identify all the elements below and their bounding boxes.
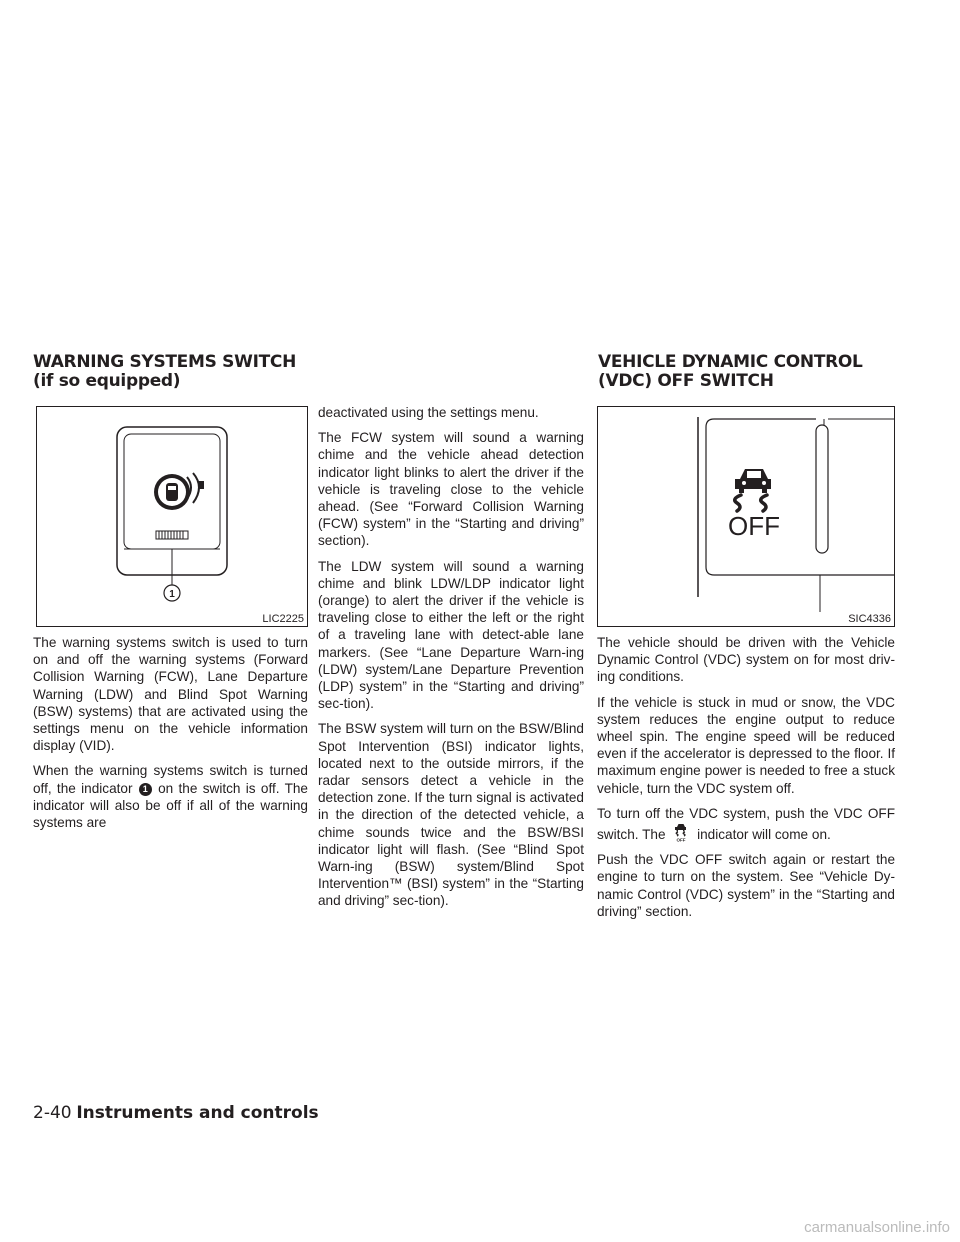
mid-paragraph-4: The BSW system will turn on the BSW/Blind Spot Intervention (BSI) indicator lights, located next to the outside mirrors, if the radar sensors detect a vehicle in the detection zone. If the turn signal is activated in the direction of the detected vehicle, a chime sounds twice and the BSW/BSI indicator light will flash. (See “Blind Spot Warn-ing (BSW) system/Blind Spot Intervention™ (BSI) system” in the “Starting and driving” sec-tion).	[318, 721, 584, 909]
left-paragraph-1: The warning systems switch is used to turn on and off the warning systems (Forward Collision Warning (FCW), Lane Departure Warning (LDW) and Blind Spot Warning (BSW) systems) that are activated using the settings menu on the vehicle information display (VID).	[33, 635, 308, 754]
vdc-switch-illustration	[598, 407, 894, 612]
figure-callout-1: 1	[169, 589, 175, 600]
warning-switch-figure	[36, 406, 308, 627]
vdc-off-indicator-icon	[671, 822, 691, 842]
figure-code-left: LIC2225	[262, 613, 304, 625]
mid-paragraph-2: The FCW system will sound a warning chime and the vehicle ahead detection indicator light blinks to alert the driver if the vehicle is traveling close to the vehicle ahead. (See “Forward Collision Warning (FCW) system” in the “Starting and driving” section).	[318, 430, 584, 549]
footer-section-title: Instruments and controls	[76, 1103, 319, 1123]
watermark: carmanualsonline.info	[804, 1219, 950, 1236]
right-paragraph-2: If the vehicle is stuck in mud or snow, the VDC system reduces the engine output to reduce wheel spin. The engine speed will be reduced even if the accelerator is depressed to the floor. If maximum engine power is needed to free a stuck vehicle, turn the VDC system off.	[597, 694, 895, 796]
right-paragraph-3	[597, 805, 895, 843]
page-footer	[33, 1103, 319, 1123]
left-paragraph-2-end: on the switch is off. The indicator will also be off if all of the warning systems are	[33, 780, 308, 831]
left-column	[33, 634, 308, 839]
vdc-off-heading: VEHICLE DYNAMIC CONTROL (VDC) OFF SWITCH	[598, 352, 863, 391]
warning-systems-heading: WARNING SYSTEMS SWITCH (if so equipped)	[33, 352, 296, 391]
mid-paragraph-3: The LDW system will sound a warning chime and blink LDW/LDP indicator light (orange) to alert the driver if the vehicle is traveling close to either the left or the right of a traveling lane with detect-able lane markers. (See “Lane Departure Warn-ing (LDW) system/Lane Departure Prevention (LDP) system” in the “Starting and driving” sec-tion).	[318, 558, 584, 712]
warning-switch-illustration	[37, 407, 307, 612]
vdc-switch-figure	[597, 406, 895, 627]
right-paragraph-3-start: To turn off the VDC system, push the VDC OFF switch. The	[597, 805, 895, 843]
middle-column	[318, 404, 584, 918]
left-paragraph-2	[33, 762, 308, 831]
right-paragraph-3-end: indicator will come on.	[697, 827, 831, 843]
svg-text:OFF: OFF	[676, 837, 686, 843]
page-number: 2-40	[33, 1103, 72, 1123]
vdc-off-label: OFF	[728, 511, 780, 541]
figure-code-right: SIC4336	[848, 613, 891, 625]
indicator-callout-1: 1	[139, 783, 152, 796]
left-paragraph-2-start: When the warning systems switch is turned off, the indicator	[33, 763, 308, 796]
mid-paragraph-1: deactivated using the settings menu.	[318, 405, 539, 420]
right-column	[597, 634, 895, 928]
right-paragraph-4: Push the VDC OFF switch again or restart the engine to turn on the system. See “Vehicle Dy-namic Control (VDC) system” in the “Starting and driving” section.	[597, 852, 895, 919]
right-paragraph-1: The vehicle should be driven with the Vehicle Dynamic Control (VDC) system on for most driv-ing conditions.	[597, 635, 895, 685]
